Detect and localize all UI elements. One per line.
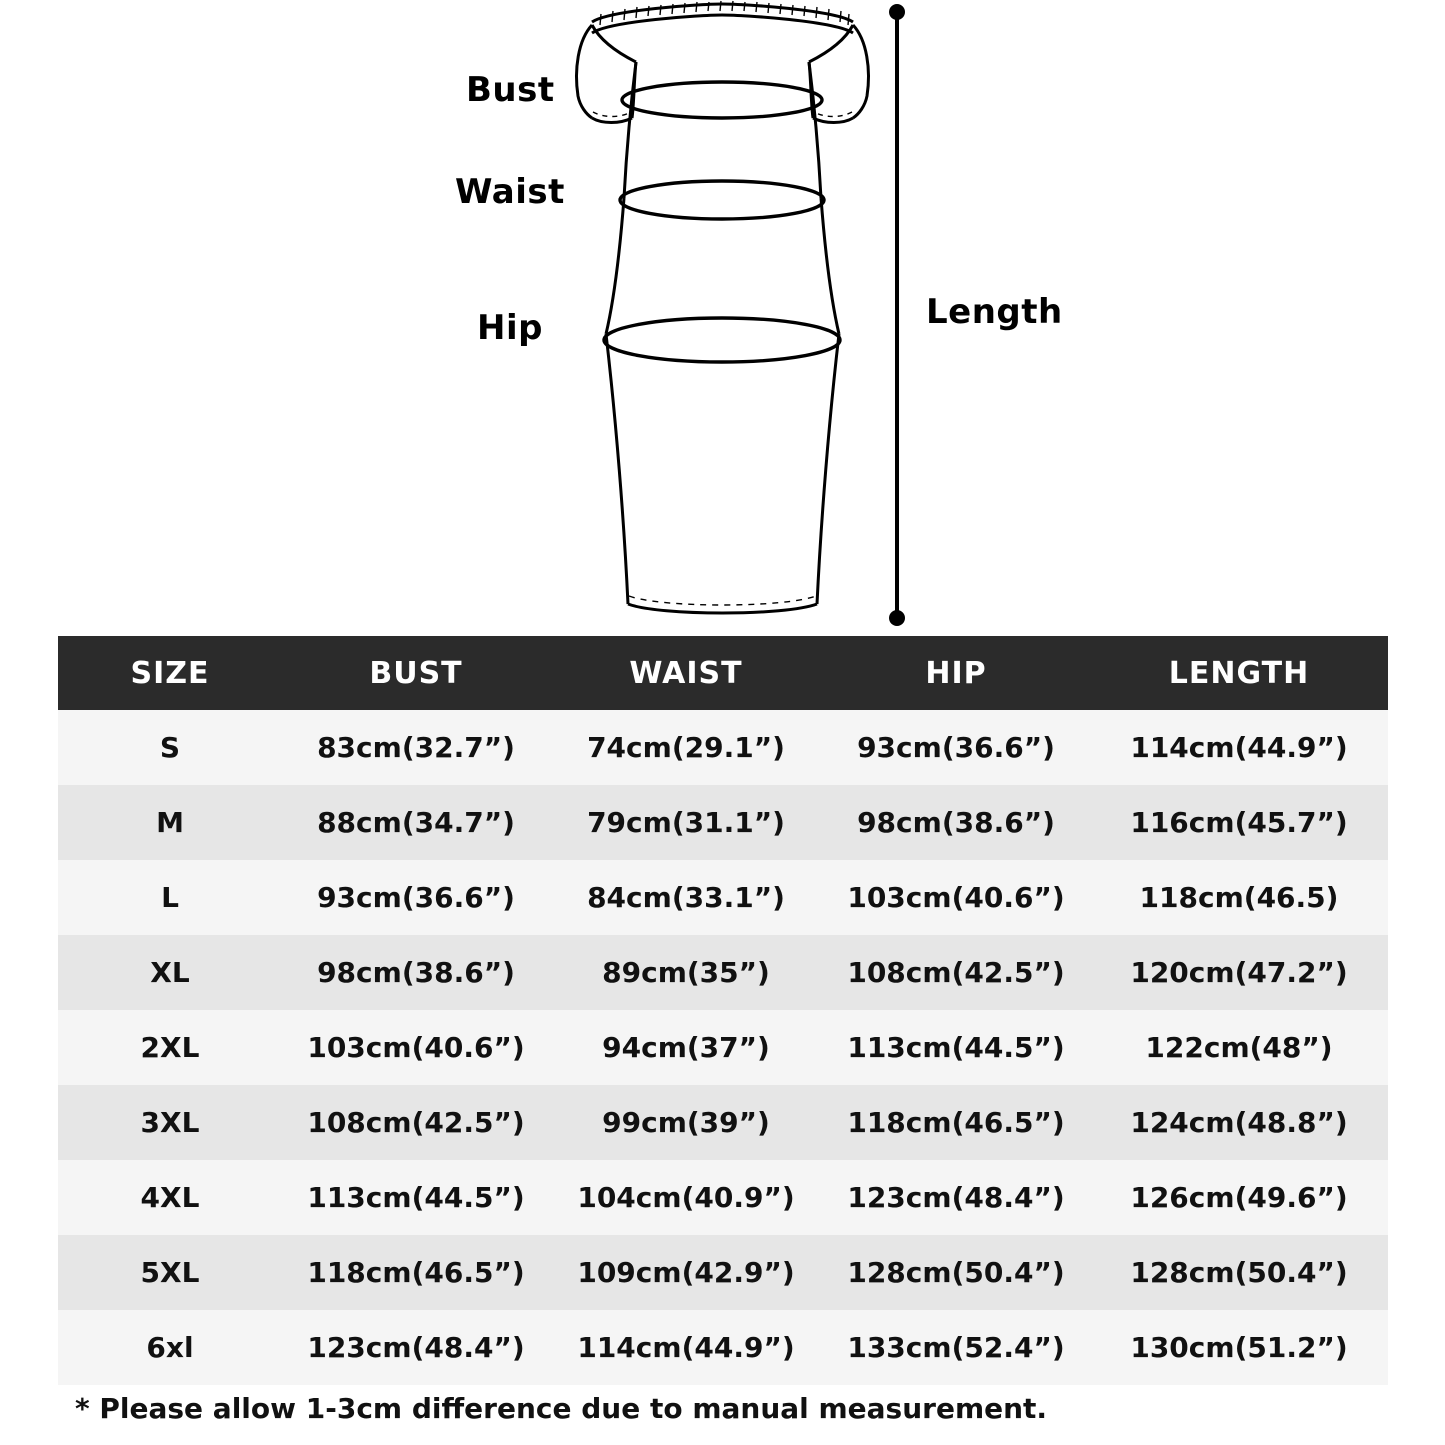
cell-waist: 104cm(40.9”) [550,1160,822,1235]
cell-waist: 94cm(37”) [550,1010,822,1085]
column-header-size: SIZE [58,636,282,710]
cell-length: 128cm(50.4”) [1090,1235,1388,1310]
cell-hip: 93cm(36.6”) [822,710,1090,785]
column-header-waist: WAIST [550,636,822,710]
cell-size: S [58,710,282,785]
label-waist: Waist [455,172,565,212]
table-row [58,1085,1388,1160]
cell-hip: 98cm(38.6”) [822,785,1090,860]
cell-hip: 113cm(44.5”) [822,1010,1090,1085]
table-row [58,935,1388,1010]
cell-size: 6xl [58,1310,282,1385]
cell-bust: 83cm(32.7”) [282,710,550,785]
cell-size: XL [58,935,282,1010]
cell-waist: 114cm(44.9”) [550,1310,822,1385]
cell-bust: 108cm(42.5”) [282,1085,550,1160]
cell-hip: 128cm(50.4”) [822,1235,1090,1310]
cell-size: L [58,860,282,935]
table-row [58,1160,1388,1235]
cell-waist: 84cm(33.1”) [550,860,822,935]
garment-illustration [0,0,1445,636]
cell-size: 3XL [58,1085,282,1160]
table-row [58,785,1388,860]
cell-length: 114cm(44.9”) [1090,710,1388,785]
cell-size: 5XL [58,1235,282,1310]
cell-waist: 74cm(29.1”) [550,710,822,785]
label-length: Length [926,292,1063,332]
label-bust: Bust [466,70,555,110]
cell-bust: 98cm(38.6”) [282,935,550,1010]
cell-length: 122cm(48”) [1090,1010,1388,1085]
table-row [58,1310,1388,1385]
cell-bust: 103cm(40.6”) [282,1010,550,1085]
cell-length: 120cm(47.2”) [1090,935,1388,1010]
cell-bust: 93cm(36.6”) [282,860,550,935]
measurement-footnote: * Please allow 1-3cm difference due to manual measurement. [75,1392,1048,1425]
column-header-bust: BUST [282,636,550,710]
cell-hip: 103cm(40.6”) [822,860,1090,935]
table-row [58,1235,1388,1310]
cell-hip: 108cm(42.5”) [822,935,1090,1010]
cell-waist: 89cm(35”) [550,935,822,1010]
cell-waist: 109cm(42.9”) [550,1235,822,1310]
cell-waist: 79cm(31.1”) [550,785,822,860]
cell-length: 124cm(48.8”) [1090,1085,1388,1160]
cell-length: 126cm(49.6”) [1090,1160,1388,1235]
cell-length: 118cm(46.5) [1090,860,1388,935]
column-header-hip: HIP [822,636,1090,710]
table-row [58,710,1388,785]
cell-hip: 133cm(52.4”) [822,1310,1090,1385]
cell-length: 130cm(51.2”) [1090,1310,1388,1385]
size-chart-table [58,636,1388,1385]
cell-size: M [58,785,282,860]
cell-bust: 88cm(34.7”) [282,785,550,860]
cell-bust: 118cm(46.5”) [282,1235,550,1310]
cell-length: 116cm(45.7”) [1090,785,1388,860]
table-row [58,860,1388,935]
cell-hip: 118cm(46.5”) [822,1085,1090,1160]
table-row [58,1010,1388,1085]
dress-line-drawing-icon [0,0,1445,636]
label-hip: Hip [477,308,543,348]
cell-bust: 123cm(48.4”) [282,1310,550,1385]
cell-size: 4XL [58,1160,282,1235]
cell-size: 2XL [58,1010,282,1085]
column-header-length: LENGTH [1090,636,1388,710]
cell-hip: 123cm(48.4”) [822,1160,1090,1235]
table-header-row [58,636,1388,710]
cell-bust: 113cm(44.5”) [282,1160,550,1235]
cell-waist: 99cm(39”) [550,1085,822,1160]
